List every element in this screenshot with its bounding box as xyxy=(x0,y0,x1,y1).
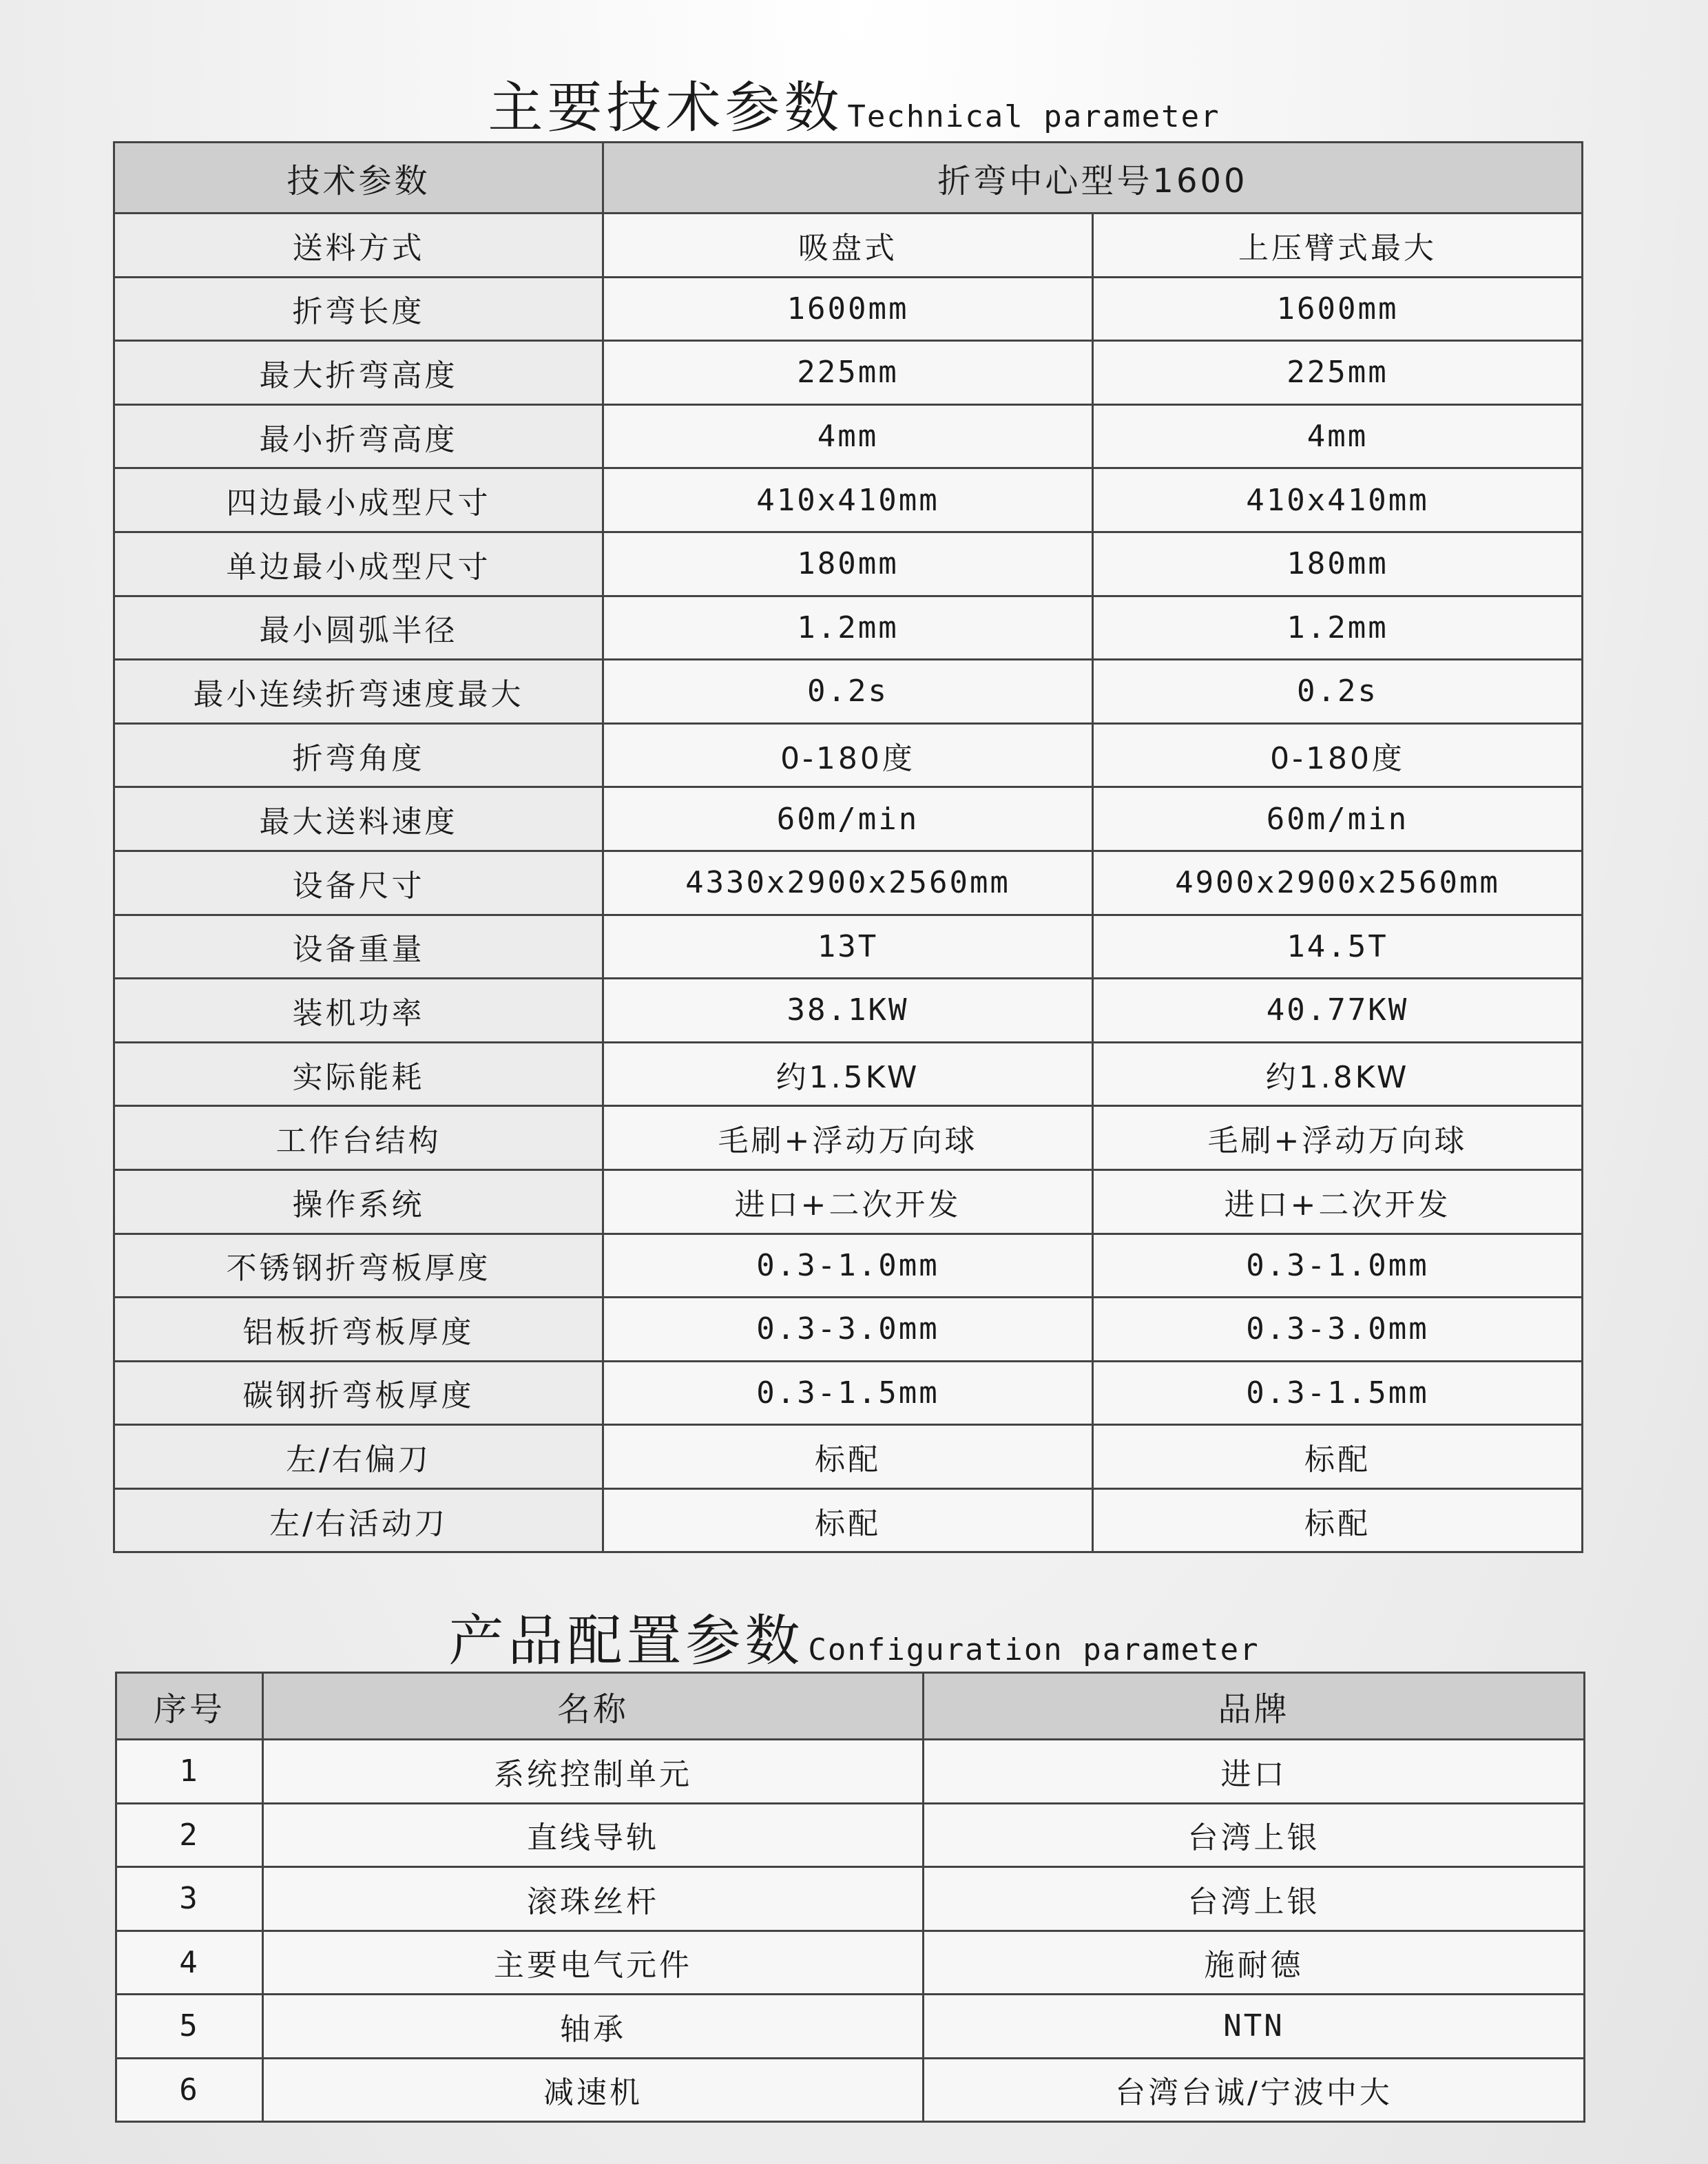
table-row xyxy=(116,1931,1585,1995)
item-number: 3 xyxy=(116,1867,263,1931)
config-header-name: 名称 xyxy=(263,1673,924,1740)
table-row xyxy=(114,979,1583,1043)
value-suction: 约1.5KW xyxy=(603,1042,1093,1106)
param-label: 最大折弯高度 xyxy=(114,341,603,405)
value-suction: 进口+二次开发 xyxy=(603,1169,1093,1234)
value-suction: 4330x2900x2560mm xyxy=(603,851,1093,915)
value-suction: 1.2mm xyxy=(603,596,1093,660)
param-label: 折弯角度 xyxy=(114,723,603,787)
tech-title-cn: 主要技术参数 xyxy=(488,76,844,140)
value-suction: 38.1KW xyxy=(603,979,1093,1043)
table-row xyxy=(114,660,1583,724)
table-row xyxy=(114,915,1583,979)
value-suction: 225mm xyxy=(603,341,1093,405)
value-suction: 吸盘式 xyxy=(603,214,1093,278)
value-press-arm: 0.2s xyxy=(1093,660,1583,724)
table-row xyxy=(114,532,1583,596)
table-row xyxy=(114,1234,1583,1298)
tech-parameter-table xyxy=(113,141,1583,1553)
value-press-arm: 4900x2900x2560mm xyxy=(1093,851,1583,915)
item-number: 2 xyxy=(116,1803,263,1867)
table-row xyxy=(114,341,1583,405)
value-press-arm: 约1.8KW xyxy=(1093,1042,1583,1106)
value-suction: 4mm xyxy=(603,404,1093,468)
param-label: 设备重量 xyxy=(114,915,603,979)
config-header-brand: 品牌 xyxy=(924,1673,1585,1740)
table-row xyxy=(114,1169,1583,1234)
param-label: 设备尺寸 xyxy=(114,851,603,915)
value-suction: 0.3-1.0mm xyxy=(603,1234,1093,1298)
param-label: 折弯长度 xyxy=(114,277,603,341)
param-label: 铝板折弯板厚度 xyxy=(114,1298,603,1362)
param-label: 左/右活动刀 xyxy=(114,1488,603,1552)
table-row xyxy=(116,1995,1585,2059)
param-label: 实际能耗 xyxy=(114,1042,603,1106)
table-row xyxy=(114,404,1583,468)
table-row xyxy=(114,596,1583,660)
value-suction: 标配 xyxy=(603,1425,1093,1489)
tech-section-title xyxy=(0,63,1708,143)
value-suction: 毛刷+浮动万向球 xyxy=(603,1106,1093,1170)
value-press-arm: 0.3-1.5mm xyxy=(1093,1361,1583,1425)
item-name: 主要电气元件 xyxy=(263,1931,924,1995)
table-row xyxy=(114,851,1583,915)
config-header-row xyxy=(116,1673,1585,1740)
table-row xyxy=(114,468,1583,532)
item-name: 减速机 xyxy=(263,2058,924,2122)
value-suction: 0.3-1.5mm xyxy=(603,1361,1093,1425)
item-brand: 台湾上银 xyxy=(924,1803,1585,1867)
param-label: 左/右偏刀 xyxy=(114,1425,603,1489)
param-label: 送料方式 xyxy=(114,214,603,278)
param-label: 装机功率 xyxy=(114,979,603,1043)
table-row xyxy=(114,1298,1583,1362)
config-header-no: 序号 xyxy=(116,1673,263,1740)
table-row xyxy=(114,277,1583,341)
param-label: 最小折弯高度 xyxy=(114,404,603,468)
value-press-arm: 0-180度 xyxy=(1093,723,1583,787)
param-label: 不锈钢折弯板厚度 xyxy=(114,1234,603,1298)
param-label: 最大送料速度 xyxy=(114,787,603,851)
value-press-arm: 4mm xyxy=(1093,404,1583,468)
param-label: 工作台结构 xyxy=(114,1106,603,1170)
table-row xyxy=(114,1361,1583,1425)
value-press-arm: 225mm xyxy=(1093,341,1583,405)
param-label: 碳钢折弯板厚度 xyxy=(114,1361,603,1425)
item-brand: 台湾台诚/宁波中大 xyxy=(924,2058,1585,2122)
param-label: 操作系统 xyxy=(114,1169,603,1234)
value-press-arm: 40.77KW xyxy=(1093,979,1583,1043)
value-press-arm: 标配 xyxy=(1093,1425,1583,1489)
item-number: 6 xyxy=(116,2058,263,2122)
table-row xyxy=(114,1106,1583,1170)
table-row xyxy=(116,1867,1585,1931)
config-title-cn: 产品配置参数 xyxy=(448,1609,804,1673)
value-suction: 0.3-3.0mm xyxy=(603,1298,1093,1362)
value-suction: 0.2s xyxy=(603,660,1093,724)
value-press-arm: 毛刷+浮动万向球 xyxy=(1093,1106,1583,1170)
tech-header-model: 折弯中心型号1600 xyxy=(603,143,1583,214)
value-press-arm: 标配 xyxy=(1093,1488,1583,1552)
tech-title-en: Technical parameter xyxy=(847,99,1220,134)
tech-header-row xyxy=(114,143,1583,214)
config-title-en: Configuration parameter xyxy=(808,1632,1260,1667)
value-suction: 1600mm xyxy=(603,277,1093,341)
item-number: 5 xyxy=(116,1995,263,2059)
config-section-title xyxy=(0,1596,1708,1676)
item-name: 轴承 xyxy=(263,1995,924,2059)
item-number: 4 xyxy=(116,1931,263,1995)
param-label: 最小圆弧半径 xyxy=(114,596,603,660)
value-press-arm: 60m/min xyxy=(1093,787,1583,851)
item-brand: 施耐德 xyxy=(924,1931,1585,1995)
value-suction: 180mm xyxy=(603,532,1093,596)
value-suction: 410x410mm xyxy=(603,468,1093,532)
value-press-arm: 0.3-1.0mm xyxy=(1093,1234,1583,1298)
table-row xyxy=(114,1425,1583,1489)
value-press-arm: 14.5T xyxy=(1093,915,1583,979)
table-row xyxy=(116,1803,1585,1867)
item-number: 1 xyxy=(116,1740,263,1804)
item-brand: 进口 xyxy=(924,1740,1585,1804)
value-press-arm: 进口+二次开发 xyxy=(1093,1169,1583,1234)
table-row xyxy=(116,2058,1585,2122)
value-press-arm: 180mm xyxy=(1093,532,1583,596)
item-brand: 台湾上银 xyxy=(924,1867,1585,1931)
value-press-arm: 1.2mm xyxy=(1093,596,1583,660)
tech-header-label: 技术参数 xyxy=(114,143,603,214)
param-label: 单边最小成型尺寸 xyxy=(114,532,603,596)
value-suction: 13T xyxy=(603,915,1093,979)
table-row xyxy=(114,214,1583,278)
param-label: 最小连续折弯速度最大 xyxy=(114,660,603,724)
value-press-arm: 上压臂式最大 xyxy=(1093,214,1583,278)
table-row xyxy=(114,1488,1583,1552)
table-row xyxy=(116,1740,1585,1804)
value-press-arm: 0.3-3.0mm xyxy=(1093,1298,1583,1362)
value-suction: 0-180度 xyxy=(603,723,1093,787)
table-row xyxy=(114,787,1583,851)
value-suction: 标配 xyxy=(603,1488,1093,1552)
table-row xyxy=(114,723,1583,787)
item-name: 滚珠丝杆 xyxy=(263,1867,924,1931)
item-name: 直线导轨 xyxy=(263,1803,924,1867)
config-parameter-table xyxy=(115,1672,1585,2123)
value-suction: 60m/min xyxy=(603,787,1093,851)
value-press-arm: 410x410mm xyxy=(1093,468,1583,532)
table-row xyxy=(114,1042,1583,1106)
value-press-arm: 1600mm xyxy=(1093,277,1583,341)
param-label: 四边最小成型尺寸 xyxy=(114,468,603,532)
item-brand: NTN xyxy=(924,1995,1585,2059)
item-name: 系统控制单元 xyxy=(263,1740,924,1804)
